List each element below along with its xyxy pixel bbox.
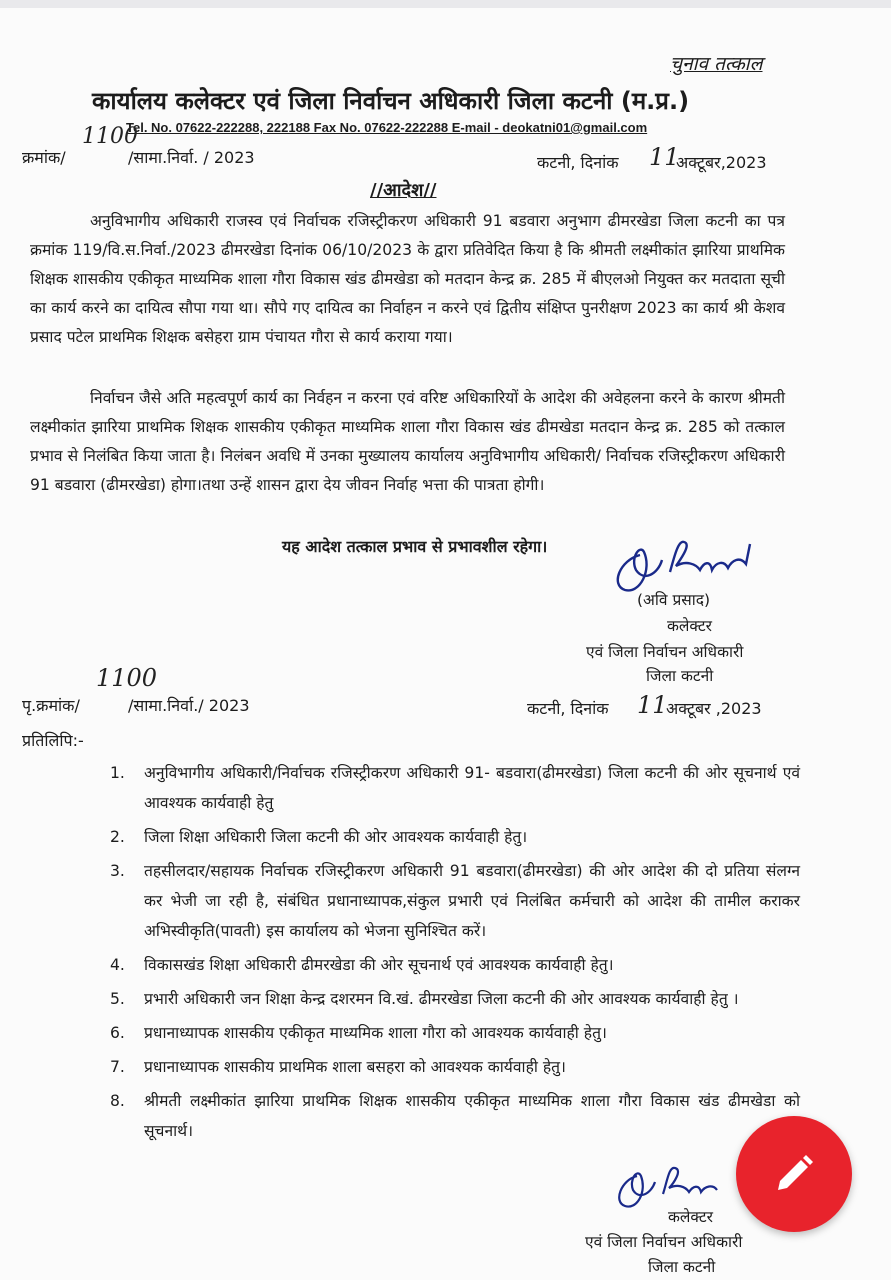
- office-title: कार्यालय कलेक्टर एवं जिला निर्वाचन अधिकारी जिला कटनी (म.प्र.): [92, 87, 690, 115]
- list-item: 2. जिला शिक्षा अधिकारी जिला कटनी की ओर आवश्यक कार्यवाही हेतु।: [110, 828, 528, 846]
- endorsement-number-label: पृ.क्रमांक/: [22, 696, 80, 715]
- endorsement-number-suffix: /सामा.निर्वा./ 2023: [128, 696, 250, 715]
- endorsement-date-suffix: अक्टूबर ,2023: [666, 699, 762, 718]
- body-paragraph-2: निर्वाचन जैसे अति महत्वपूर्ण कार्य का निर्वहन न करना एवं वरिष्ट अधिकारियों के आदेश की अवेहलना करने के कारण श्रीमती लक्ष्मीकांत झारिया प्राथमिक शिक्षक शासकीय एकीकृत माध्यमिक शाला गौरा विकास खंड ढीमखेडा मतदान केन्द्र क्र. 285 को तत्काल प्रभाव से निलंबित किया जाता है। निलंबन अवधि में उनका मुख्यालय कार्यालय अनुविभागीय अधिकारी/ निर्वाचक रजिस्ट्रीकरण अधिकारी 91 बडवारा (ढीमरखेडा) होगा।तथा उन्हें शासन द्वारा देय जीवन निर्वाह भत्ता की पात्रता होगी।: [30, 389, 785, 494]
- signatory-designation-footer-2: एवं जिला निर्वाचन अधिकारी: [585, 1233, 743, 1251]
- list-item: 8. श्रीमती लक्ष्मीकांत झारिया प्राथमिक शिक्षक शासकीय एकीकृत माध्यमिक शाला गौरा विकास खंड ढीमखेडा को सूचनार्थ।: [110, 1092, 800, 1140]
- list-item: 6. प्रधानाध्यापक शासकीय एकीकृत माध्यमिक शाला गौरा को आवश्यक कार्यवाही हेतु।: [110, 1024, 607, 1042]
- handwritten-order-day: 11: [649, 143, 680, 171]
- order-heading: //आदेश//: [370, 180, 437, 201]
- list-item: 3. तहसीलदार/सहायक निर्वाचक रजिस्ट्रीकरण अधिकारी 91 बडवारा(ढीमरखेडा) की ओर आदेश की दो प्रतिया संलग्न कर भेजी जा रही है, संबंधित प्रधानाध्यापक,संकुल प्रभारी एवं निलंबित कर्मचारी को आदेश की तामील कराकर अभिस्वीकृति(पावती) इस कार्यालय को भेजना सुनिश्चित करें।: [110, 862, 800, 940]
- list-item: 4. विकासखंड शिक्षा अधिकारी ढीमरखेडा की ओर सूचनार्थ एवं आवश्यक कार्यवाही हेतु।: [110, 956, 614, 974]
- signatory-district: जिला कटनी: [646, 667, 714, 685]
- edit-fab-button[interactable]: [736, 1116, 852, 1232]
- order-number-label: क्रमांक/: [22, 148, 66, 167]
- body-paragraph-1: अनुविभागीय अधिकारी राजस्व एवं निर्वाचक रजिस्ट्रीकरण अधिकारी 91 बडवारा अनुभाग ढीमरखेडा जिला कटनी का पत्र क्रमांक 119/वि.स.निर्वा./2023 ढीमरखेडा दिनांक 06/10/2023 के द्वारा प्रतिवेदित किया है कि श्रीमती लक्ष्मीकांत झारिया प्राथमिक शिक्षक शासकीय एकीकृत माध्यमिक शाला गौरा विकास खंड ढीमखेडा को मतदान केन्द्र क्र. 285 में बीएलओ नियुक्त कर मतदाता सूची का कार्य करने का दायित्व सौपा गया था। सौपे गए दायित्व का निर्वाहन न करने एवं द्वितीय संक्षिप्त पुनरीक्षण 2023 का कार्य श्री केशव प्रसाद पटेल प्राथमिक शिक्षक बसेहरा ग्राम पंचायत गौरा से कार्य कराया गया।: [30, 212, 785, 346]
- signatory-designation: कलेक्टर: [667, 617, 713, 635]
- urgency-tag: चुनाव तत्काल: [670, 53, 763, 75]
- list-item: 7. प्रधानाध्यापक शासकीय प्राथमिक शाला बसहरा को आवश्यक कार्यवाही हेतु।: [110, 1058, 566, 1076]
- signatory-designation-2: एवं जिला निर्वाचन अधिकारी: [586, 643, 744, 661]
- endorsement-date-prefix: कटनी, दिनांक: [527, 699, 609, 718]
- handwritten-endorsement-day: 11: [637, 691, 668, 719]
- list-item: 5. प्रभारी अधिकारी जन शिक्षा केन्द्र दशरमन वि.खं. ढीमरखेडा जिला कटनी की ओर आवश्यक कार्यवाही हेतु ।: [110, 990, 739, 1008]
- order-date-suffix: अक्टूबर,2023: [676, 153, 767, 172]
- copies-label: प्रतिलिपि:-: [22, 731, 84, 750]
- handwritten-endorsement-number: 1100: [96, 664, 158, 692]
- pencil-icon: [770, 1150, 818, 1198]
- copies-list: [110, 758, 800, 1150]
- order-date-prefix: कटनी, दिनांक: [537, 153, 619, 172]
- effect-line: यह आदेश तत्काल प्रभाव से प्रभावशील रहेगा।: [282, 537, 548, 556]
- signatory-designation-footer: कलेक्टर: [668, 1208, 714, 1226]
- signatory-district-footer: जिला कटनी: [648, 1258, 716, 1276]
- contact-line: Tel. No. 07622-222288, 222188 Fax No. 07622-222288 E-mail - deokatni01@gmail.com: [126, 120, 648, 135]
- signatory-name: (अवि प्रसाद): [637, 591, 711, 609]
- top-edge: [0, 0, 891, 8]
- list-item: 1. अनुविभागीय अधिकारी/निर्वाचक रजिस्ट्रीकरण अधिकारी 91- बडवारा(ढीमरखेडा) जिला कटनी की ओर सूचनार्थ एवं आवश्यक कार्यवाही हेतु: [110, 764, 800, 812]
- handwritten-order-number: 1100: [82, 124, 138, 149]
- order-number-suffix: /सामा.निर्वा. / 2023: [128, 148, 255, 167]
